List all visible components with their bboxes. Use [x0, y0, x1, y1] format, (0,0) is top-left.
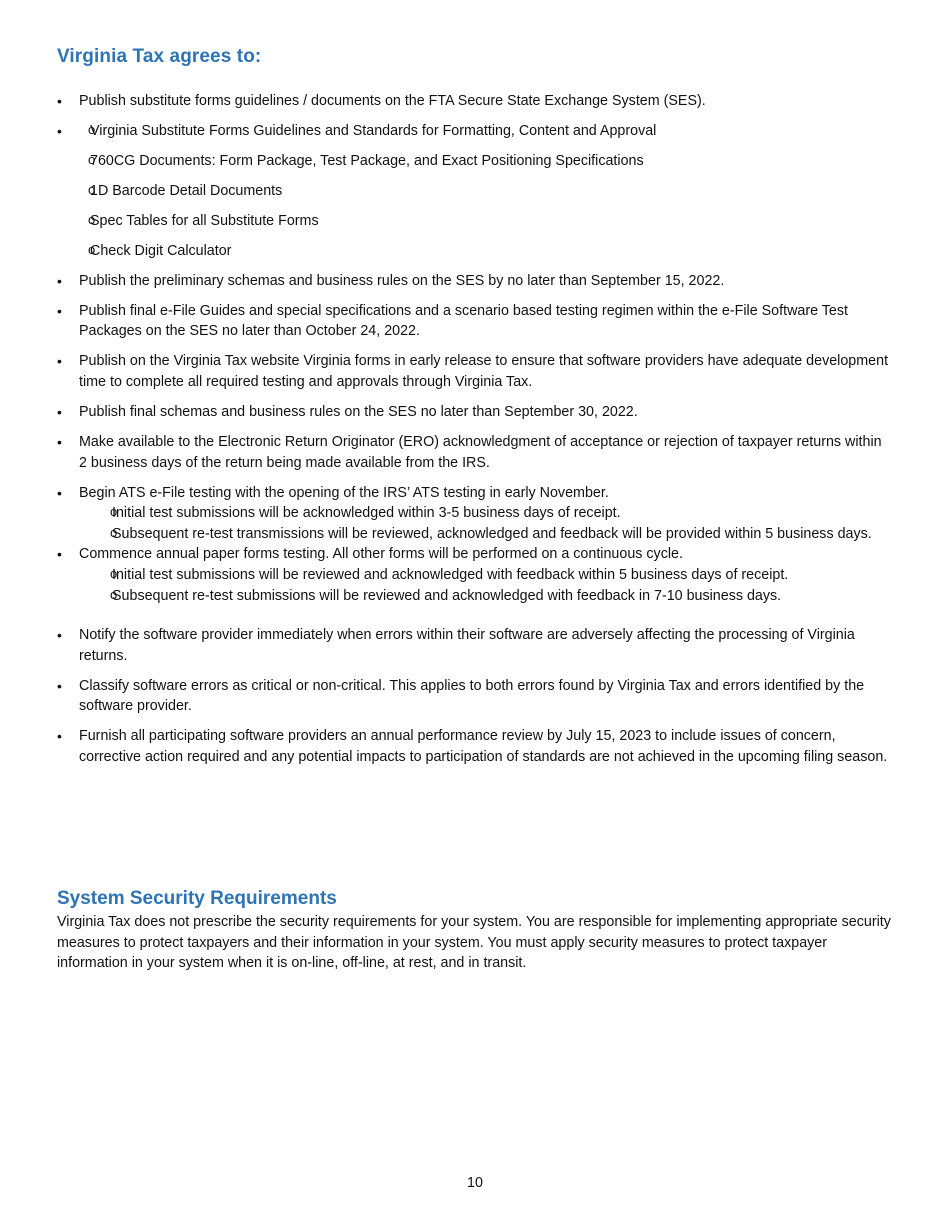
- section-heading-agrees: Virginia Tax agrees to:: [57, 46, 262, 67]
- sub-list-item-text: o Initial test submissions will be acknowledged within 3-5 business days of receipt.: [112, 505, 621, 522]
- sub-list-item-text: o 760CG Documents: Form Package, Test Package, and Exact Positioning Specifications: [90, 152, 644, 169]
- list-item: [57, 91, 892, 112]
- list-item-text: Furnish all participating software providers an annual performance review by July 15, 2023 to include issues of concern, corrective action required and any potential impacts to participation of standards are not achieved in the upcoming filing season.: [79, 728, 888, 765]
- page-number: 10: [467, 1175, 483, 1191]
- sub-list-item: [35, 181, 892, 202]
- list-item: [57, 271, 892, 292]
- list-item: [57, 432, 892, 473]
- sub-list-item-text: o Check Digit Calculator: [90, 242, 232, 259]
- list-item-text: Publish substitute forms guidelines / documents on the FTA Secure State Exchange System (SES).: [79, 93, 706, 109]
- sub-list: [57, 121, 892, 262]
- sub-list-item-text: o 1D Barcode Detail Documents: [90, 182, 283, 199]
- sub-list-item: [57, 586, 892, 607]
- list-item: [57, 676, 892, 717]
- section-heading-security: System Security Requirements: [57, 888, 337, 909]
- list-item-text: Notify the software provider immediately when errors within their software are adversely affecting the processing of Virginia returns.: [79, 627, 855, 664]
- list-item-text: Publish final e-File Guides and special specifications and a scenario based testing regimen within the e-File Software Test Packages on the SES no later than October 24, 2022.: [79, 302, 849, 340]
- sub-list-item: [57, 565, 892, 586]
- list-item: [57, 301, 892, 342]
- sub-list-item: [35, 121, 892, 142]
- list-item-text: Publish final schemas and business rules on the SES no later than September 30, 2022.: [79, 404, 638, 421]
- list-item: [57, 726, 892, 767]
- sub-list-wrapper: [57, 121, 892, 262]
- sub-list-item: [35, 151, 892, 172]
- list-item-text: Begin ATS e-File testing with the opening of the IRS’ ATS testing in early November.: [79, 484, 609, 501]
- list-item: [57, 351, 892, 392]
- agreements-list: [57, 91, 892, 768]
- sub-list-item-text: o Spec Tables for all Substitute Forms: [90, 212, 319, 229]
- sub-list-item-text: o Subsequent re-test transmissions will be reviewed, acknowledged and feedback will be provided within 5 business days.: [112, 525, 872, 542]
- sub-list-item: [57, 524, 892, 545]
- sub-list: [79, 565, 892, 606]
- sub-list-item: [35, 211, 892, 232]
- sub-list: [79, 503, 892, 544]
- list-item-text: Commence annual paper forms testing. All other forms will be performed on a continuous cycle.: [79, 546, 683, 563]
- list-item-text: Publish the preliminary schemas and business rules on the SES by no later than September 15, 2022.: [79, 272, 725, 289]
- sub-list-item-text: o • Virginia Substitute Forms Guidelines and Standards for Formatting, Content and Approval: [90, 122, 657, 139]
- security-paragraph: Virginia Tax does not prescribe the security requirements for your system. You are responsible for implementing appropriate security measures to protect taxpayers and their information in your system. You must apply security measures to protect taxpayer information in your system when it is on-line, off-line, at rest, and in transit.: [57, 914, 891, 972]
- sub-list-item-text: o Subsequent re-test submissions will be reviewed and acknowledged with feedback in 7-10 business days.: [112, 587, 782, 604]
- list-item: [57, 544, 892, 606]
- sub-list-item-text: o Initial test submissions will be reviewed and acknowledged with feedback within 5 business days of receipt.: [112, 566, 789, 583]
- list-item: [57, 483, 892, 545]
- list-item: [57, 402, 892, 423]
- list-item-text: Classify software errors as critical or non-critical. This applies to both errors found by Virginia Tax and errors identified by the software provider.: [79, 677, 865, 715]
- sub-list-item: [35, 241, 892, 262]
- list-item: [57, 625, 892, 666]
- list-item-text: Make available to the Electronic Return Originator (ERO) acknowledgment of acceptance or rejection of taxpayer returns within 2 business days of the return being made available from the IRS.: [79, 434, 882, 471]
- sub-list-item: [57, 503, 892, 524]
- list-item-text: Publish on the Virginia Tax website Virginia forms in early release to ensure that software providers have adequate development time to complete all required testing and approvals through Virginia Tax.: [79, 353, 889, 391]
